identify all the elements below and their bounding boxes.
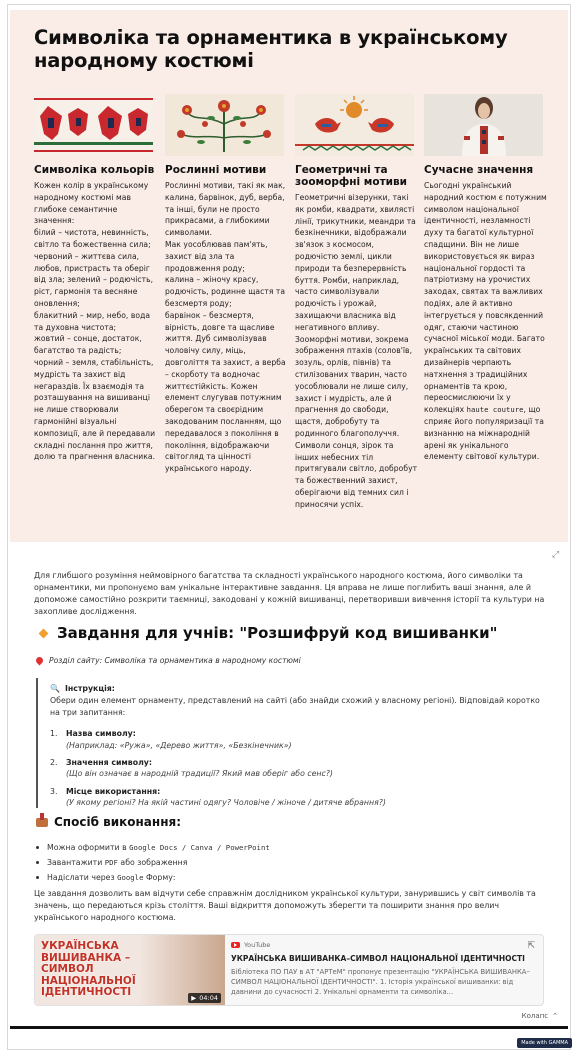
bullet-icon: [36, 861, 39, 864]
method-text: Надіслати через: [47, 873, 118, 882]
question-number: 2.: [50, 758, 58, 767]
outro-paragraph: Це завдання дозволить вам відчути себе справжнім дослідником української культури, занурившись у світ символів та значень, що передаються крізь століття. Ваші відкриття допоможуть зберегти та поширити знання про велич українського народного костюма.: [34, 889, 536, 922]
video-embed-card[interactable]: [34, 934, 544, 1006]
video-source-text: YouTube: [244, 941, 271, 949]
expand-icon[interactable]: ⤢: [552, 550, 560, 560]
video-duration-text: 04:04: [199, 994, 218, 1002]
question-title: Місце використання:: [66, 786, 161, 796]
video-source: [231, 941, 531, 949]
method-text: Можна оформити в: [47, 843, 130, 852]
geometric-text: Геометричні візерунки, такі як ромби, квадрати, хвилясті лінії, трикутники, меандри та безкінечники, відображали зв'язок з космосом, родючістю землі, цикли природи та безперервність буття. Ромби, наприклад, часто символізували родючість і урожай, захищаючи власника від негативного впливу. Зооморфні мотиви, зокрема зображення птахів (солов'їв, зозуль, орлів, півнів) та стилізованих тварин, часто уособлювали не лише силу, захист і мудрість, але й прагнення до свободи, щастя, добробуту та родинного благополуччя. Символи сонця, зірок та інших небесних тіл притягували світло, добробут та божественний захист, оберігаючи від темних сил і приносячи успіх.: [295, 193, 418, 509]
method-text-end: Форму:: [143, 873, 176, 882]
slide-title: Символіка та орнаментика в українському народному костюмі: [34, 26, 508, 72]
method-item: [36, 870, 270, 885]
video-title[interactable]: УКРАЇНСЬКА ВИШИВАНКА–СИМВОЛ НАЦІОНАЛЬНОЇ ІДЕНТИЧНОСТІ: [231, 954, 525, 963]
magnifier-icon: 🔍: [50, 684, 60, 693]
section-reference-text: Розділ сайту: Символіка та орнаментика в народному костюмі: [49, 656, 301, 665]
method-tools: Google Docs / Canva / PowerPoint: [129, 843, 270, 852]
bullet-icon: [36, 876, 39, 879]
video-meta: [231, 941, 531, 997]
made-with-gamma-badge[interactable]: Made with GAMMA: [517, 1038, 572, 1048]
modern-text-haute-couture: haute couture: [466, 405, 524, 415]
pin-icon: [35, 656, 45, 666]
question-list: [50, 728, 544, 808]
section-reference: [36, 656, 301, 665]
method-text: Завантажити: [47, 858, 105, 867]
floral-embroidery-image: [165, 94, 284, 156]
method-item: [36, 840, 270, 855]
external-link-icon[interactable]: ⇱: [527, 941, 535, 951]
method-tools: Google: [117, 873, 144, 882]
method-list: [36, 840, 270, 885]
bullet-icon: [36, 846, 39, 849]
video-thumbnail-text: УКРАЇНСЬКА ВИШИВАНКА – СИМВОЛ НАЦІОНАЛЬНОЇ ІДЕНТИЧНОСТІ: [41, 940, 136, 998]
method-text-end: або зображення: [117, 858, 188, 867]
modern-heading: Сучасне значення: [424, 164, 534, 176]
youtube-icon: [231, 942, 240, 948]
question-title: Назва символу:: [66, 729, 136, 739]
question-hint: (Що він означає в народній традиції? Який мав оберіг або сенс?): [66, 769, 333, 779]
task-title-text: Завдання для учнів: "Розшифруй код вишиванки": [57, 624, 498, 642]
question-item: [50, 786, 544, 809]
woman-in-vyshyvanka-image: [424, 94, 543, 156]
colors-heading: Символіка кольорів: [34, 164, 155, 176]
bird-embroidery-image: [295, 94, 414, 156]
chevron-up-icon: ⌃: [552, 1012, 558, 1020]
instruction-body: Обери один елемент орнаменту, представлений на сайті (або знайди схожий у власному регіоні). Відповідай коротко на три запитання:: [50, 696, 540, 717]
column-modern: [424, 94, 547, 463]
colors-text: Кожен колір в українському народному костюмі мав глибоке семантичне значення: білий – чистота, невинність, світло та божественна сила; червоний – життєва сила, любов, пристрасть та оберіг від зла; зелений – родючість, ріст, гармонія та весняне оновлення; блакитний – мир, небо, вода та духовна чистота; жовтий – сонце, достаток, багатство та радість; чорний – земля, стабільність, мудрість та захист від негараздів. Їх взаємодія та розташування на вишиванці не лише створювали гармонійні візуальні композиції, але й передавали складні послання про життя, долю та прагнення власника.: [34, 181, 156, 462]
method-item: [36, 855, 270, 870]
question-number: 1.: [50, 729, 58, 739]
modern-text: [424, 180, 547, 463]
bottom-divider: [10, 1026, 568, 1029]
collapse-label: Колапс: [521, 1012, 549, 1020]
modern-text-after: , що сприяє його популяризації та визнанню на міжнародній арені як унікального елементу світової культури.: [424, 405, 544, 462]
instruction-heading: [50, 684, 544, 693]
modern-text-before: Сьогодні український народний костюм є потужним символом національної ідентичності, незламності духу та багатої культурної спадщини. Він не лише використовується як вираз національної гордості та патріотизму на урочистих заходах, святах та важливих подіях, але й активно інтегрується у повсякденний одяг, стаючи частиною сучасної міської моди. Багато українських та світових дизайнерів черпають натхнення з традиційних орнаментів та крою, переосмислюючи їх у колекціях: [424, 181, 547, 415]
inbox-tray-icon: [36, 818, 48, 827]
geometric-heading: Геометричні та зооморфні мотиви: [295, 164, 408, 188]
video-thumbnail[interactable]: [35, 935, 225, 1006]
question-item: [50, 728, 544, 751]
question-number: 3.: [50, 786, 58, 796]
plants-text: Рослинні мотиви, такі як мак, калина, барвінок, дуб, верба, та інші, були не просто прикрасами, а глибокими символами. Мак уособлював пам'ять, захист від зла та продовження роду; калина – жіночу красу, родючість, родинне щастя та безсмертя роду; барвінок – безсмертя, вірність, довге та щасливе життя. Дуб символізував чоловічу силу, міць, довголіття та захист, а верба – скорботу та водночас життєстійкість. Кожен елемент слугував потужним оберегом та своєрідним закодованим посланням, що передавалося з покоління в покоління, відображаючи світогляд та цінності українського народу.: [165, 181, 286, 474]
video-description: Бібліотека ПО ПАУ в АТ "АРТеМ" пропонує презентацію "УКРАЇНСЬКА ВИШИВАНКА–СИМВОЛ НАЦІОНАЛЬНОЇ ІДЕНТИЧНОСТІ". 1. Історія української вишиванки: від давнини до сучасності 2. Унікальні орнаменти та символіка...: [231, 968, 530, 996]
method-heading-text: Спосіб виконання:: [54, 815, 181, 829]
video-duration: [188, 993, 221, 1003]
column-colors: [34, 94, 157, 463]
slide-card: [10, 10, 568, 542]
question-hint: (У якому регіоні? На якій частині одягу? Чоловіче / жіноче / дитяче вбрання?): [66, 798, 386, 808]
instruction-block: [36, 678, 544, 808]
column-plants: [165, 94, 288, 475]
task-title: [40, 624, 498, 642]
diamond-icon: [39, 628, 49, 638]
method-tools: PDF: [104, 858, 118, 867]
collapse-button[interactable]: [522, 1012, 558, 1020]
intro-paragraph: Для глибшого розуміння неймовірного багатства та складності українського народного костюма, його символіки та орнаментики, ми пропонуємо вам унікальне інтерактивне завдання. Ця вправа не лише поглибить ваші знання, але й допоможе самостійно розкрити таємниці, закодовані у кожній вишиванці, перетворивши вивчення історії та культури на захопливе дослідження.: [34, 571, 545, 616]
embroidered-eagles-image: [34, 94, 153, 156]
question-hint: (Наприклад: «Ружа», «Дерево життя», «Безкінечник»): [66, 740, 292, 750]
column-geometric: [295, 94, 418, 511]
question-item: [50, 757, 544, 780]
play-icon: ▶: [191, 994, 197, 1002]
question-title: Значення символу:: [66, 758, 152, 767]
method-heading: [36, 815, 181, 829]
plants-heading: Рослинні мотиви: [165, 164, 267, 176]
instruction-heading-text: Інструкція:: [64, 684, 115, 693]
